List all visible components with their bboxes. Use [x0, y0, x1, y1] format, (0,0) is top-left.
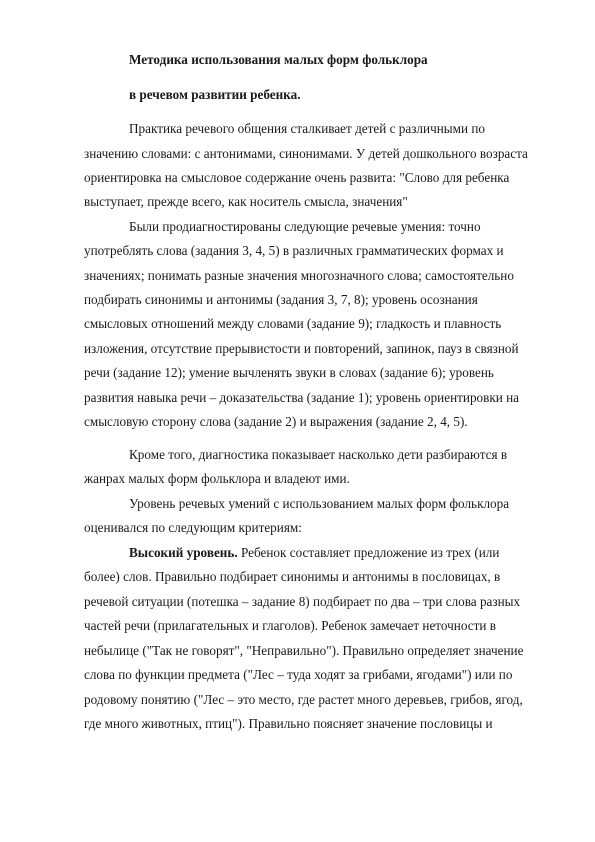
- paragraph-5-line-4: частей речи (прилагательных и глаголов). Ребенок замечает неточности в: [84, 618, 496, 633]
- paragraph-5-line-7: родовому понятию ("Лес – это место, где растет много деревьев, грибов, ягод,: [84, 692, 523, 707]
- paragraph-5-line-5: небылице ("Так не говорят", "Неправильно"). Правильно определяет значение: [84, 643, 524, 658]
- document-title-line-1: Методика использования малых форм фольклора: [129, 52, 428, 67]
- paragraph-2-line-8: развития навыка речи – доказательства (задание 1); уровень ориентировки на: [84, 390, 520, 405]
- paragraph-1-line-4: выступает, прежде всего, как носитель смысла, значения": [84, 194, 408, 209]
- document-title-line-2: в речевом развитии ребенка.: [129, 87, 301, 102]
- paragraph-2-line-5: смысловых отношений между словами (задание 9); гладкость и плавность: [84, 316, 502, 331]
- paragraph-5-line-8: где много животных, птиц"). Правильно поясняет значение пословицы и: [84, 716, 493, 731]
- paragraph-3-line-2: жанрах малых форм фольклора и владеют ими.: [84, 471, 350, 486]
- paragraph-1-line-3: ориентировка на смысловое содержание очень развита: "Слово для ребенка: [84, 170, 510, 185]
- paragraph-4-line-2: оценивался по следующим критериям:: [84, 520, 302, 535]
- paragraph-2-line-1: Были продиагностированы следующие речевые умения: точно: [129, 219, 481, 234]
- paragraph-2-line-9: смысловую сторону слова (задание 2) и выражения (задание 2, 4, 5).: [84, 414, 468, 429]
- paragraph-5-line-6: слова по функции предмета ("Лес – туда ходят за грибами, ягодами") или по: [84, 667, 513, 682]
- paragraph-2-line-2: употреблять слова (задания 3, 4, 5) в различных грамматических формах и: [84, 243, 504, 258]
- paragraph-1-line-1: Практика речевого общения сталкивает детей с различными по: [129, 121, 485, 136]
- paragraph-5-line-3: речевой ситуации (потешка – задание 8) подбирает по два – три слова разных: [84, 594, 521, 609]
- paragraph-5-line-2: более) слов. Правильно подбирает синонимы и антонимы в пословицах, в: [84, 569, 501, 584]
- high-level-heading: Высокий уровень.: [129, 545, 238, 560]
- paragraph-5-line-1-text: Ребенок составляет предложение из трех (или: [237, 545, 500, 560]
- paragraph-2-line-4: подбирать синонимы и антонимы (задания 3, 7, 8); уровень осознания: [84, 292, 478, 307]
- paragraph-4-line-1: Уровень речевых умений с использованием малых форм фольклора: [129, 496, 510, 511]
- paragraph-3-line-1: Кроме того, диагностика показывает насколько дети разбираются в: [129, 447, 508, 462]
- paragraph-1-line-2: значению словами: с антонимами, синонимами. У детей дошкольного возраста: [84, 146, 528, 161]
- paragraph-2-line-3: значениях; понимать разные значения многозначного слова; самостоятельно: [84, 268, 514, 283]
- paragraph-2-line-7: речи (задание 12); умение вычленять звуки в словах (задание 6); уровень: [84, 365, 494, 380]
- paragraph-2-line-6: изложения, отсутствие прерывистости и повторений, запинок, пауз в связной: [84, 341, 519, 356]
- paragraph-5-line-1: [129, 544, 499, 562]
